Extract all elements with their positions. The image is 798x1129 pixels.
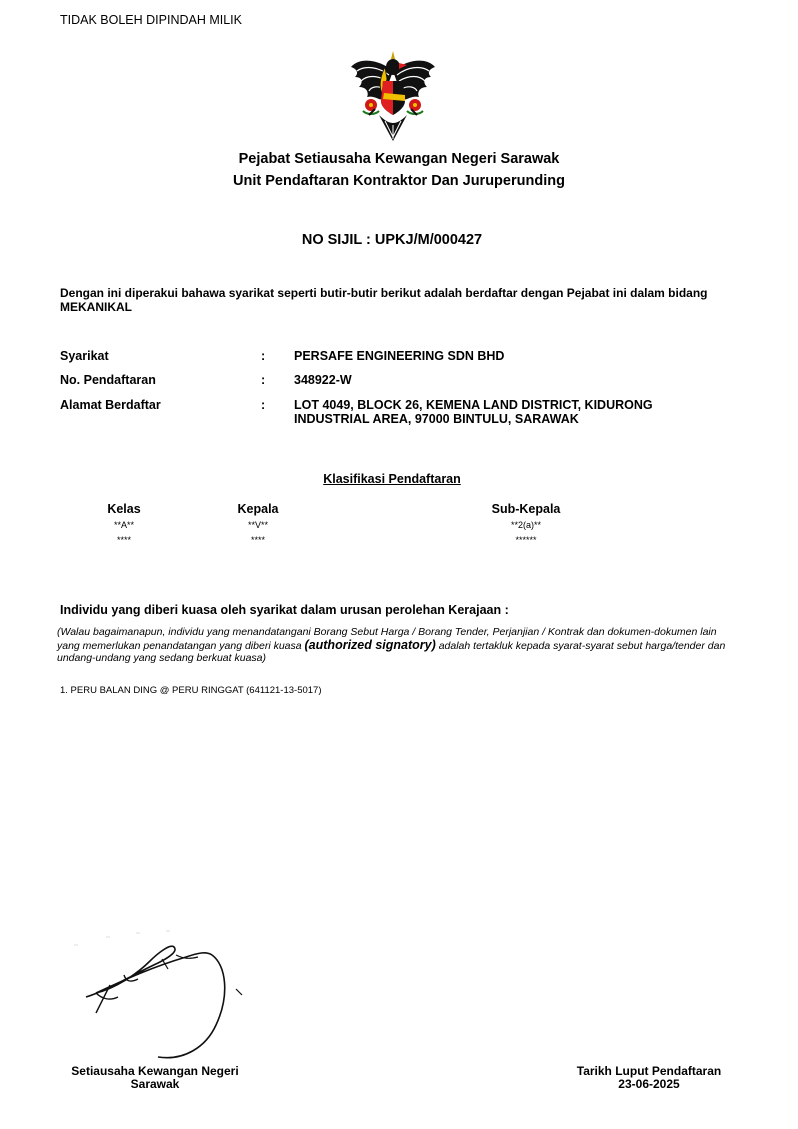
table-cell: **** bbox=[250, 535, 265, 545]
registration-number-value: 348922-W bbox=[294, 373, 352, 387]
organization-name: Pejabat Setiausaha Kewangan Negeri Sarawak bbox=[238, 151, 560, 167]
authorized-person: 1. PERU BALAN DING @ PERU RINGGAT (641121-13-5017) bbox=[60, 685, 322, 696]
signature-icon bbox=[66, 925, 256, 1065]
expiry-date: 23-06-2025 bbox=[618, 1076, 680, 1091]
certification-statement: Dengan ini diperakui bahawa syarikat seperti butir-butir berikut adalah berdaftar dengan Pejabat ini dalam bidang MEKANIKAL bbox=[60, 286, 708, 314]
table-cell: **** bbox=[116, 535, 131, 545]
table-cell: **2(a)** bbox=[510, 520, 541, 530]
note-text: (Walau bagaimanapun, individu yang menandatangani Borang Sebut Harga / Borang Tender, Perjanjian / Kontrak dan dokumen-dokumen lain yang memerlukan penandatangan yang diberi kuasa bbox=[57, 626, 717, 652]
expiry-block bbox=[556, 1065, 742, 1090]
colon: : bbox=[261, 398, 266, 412]
company-name-label: Syarikat bbox=[60, 349, 109, 363]
table-cell: **A** bbox=[113, 520, 134, 530]
certificate-number: NO SIJIL : UPKJ/M/000427 bbox=[301, 232, 483, 248]
signatory-title bbox=[40, 1065, 270, 1090]
registered-address-value: LOT 4049, BLOCK 26, KEMENA LAND DISTRICT, KIDURONG INDUSTRIAL AREA, 97000 BINTULU, SARAWAK bbox=[294, 398, 653, 426]
classification-title bbox=[0, 472, 784, 486]
table-cell: ****** bbox=[515, 535, 537, 545]
authorization-note bbox=[57, 626, 737, 665]
colon: : bbox=[261, 373, 266, 387]
colon: : bbox=[261, 349, 266, 363]
table-cell: **V** bbox=[247, 520, 268, 530]
company-name-value: PERSAFE ENGINEERING SDN BHD bbox=[294, 349, 505, 363]
unit-name: Unit Pendaftaran Kontraktor Dan Juruperunding bbox=[233, 173, 565, 189]
signatory-line: Setiausaha Kewangan Negeri bbox=[71, 1064, 239, 1078]
head-header: Kepala bbox=[237, 502, 279, 516]
non-transferable-notice: TIDAK BOLEH DIPINDAH MILIK bbox=[60, 13, 242, 27]
note-emphasis: (authorized signatory) bbox=[304, 637, 436, 652]
authorized-individuals-heading: Individu yang diberi kuasa oleh syarikat dalam urusan perolehan Kerajaan : bbox=[60, 603, 509, 617]
subhead-header: Sub-Kepala bbox=[491, 502, 561, 516]
expiry-label: Tarikh Luput Pendaftaran bbox=[576, 1064, 722, 1078]
registration-number-label: No. Pendaftaran bbox=[60, 373, 156, 387]
signatory-line: Sarawak bbox=[130, 1076, 180, 1091]
classification-title-text: Klasifikasi Pendaftaran bbox=[323, 472, 461, 486]
sarawak-crest-icon bbox=[349, 49, 437, 145]
registered-address-label: Alamat Berdaftar bbox=[60, 398, 161, 412]
class-header: Kelas bbox=[107, 502, 141, 516]
note-text: adalah tertakluk kepada syarat-syarat sebut harga/tender dan undang-undang yang sedang berkuat kuasa) bbox=[57, 639, 726, 664]
